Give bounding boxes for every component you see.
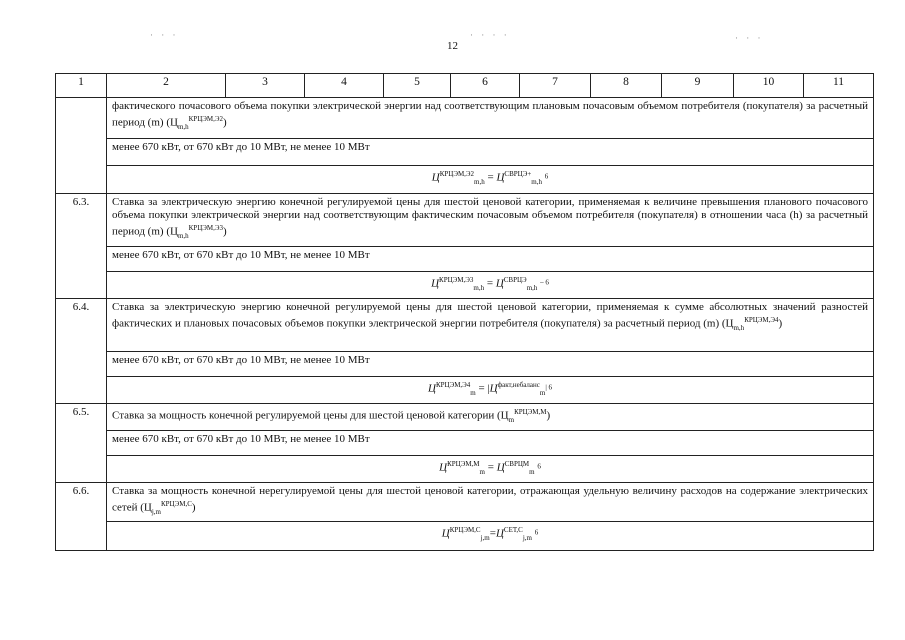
column-number: 1 <box>56 74 107 98</box>
table-row <box>56 483 874 522</box>
table-row <box>56 299 874 352</box>
table-row <box>56 404 874 431</box>
table-row <box>56 139 874 166</box>
column-number: 8 <box>591 74 662 98</box>
row-formula: $Ц^{КРЦЭМ,С}_{j,m}=Ц^{СЕТ,С}_{j,m}$ 6 <box>107 522 874 551</box>
table-row <box>56 272 874 299</box>
column-number: 7 <box>520 74 591 98</box>
scan-speck: · · · <box>150 30 179 40</box>
table-row <box>56 98 874 139</box>
column-number: 4 <box>305 74 384 98</box>
row-number: 6.6. <box>56 483 107 551</box>
row-description: Ставка за мощность конечной нерегулируемой цены для шестой ценовой категории, отражающая удельную величину расходов на содержание электрических сетей $(Ц_{j,m}^{КРЦЭМ,С})$ <box>107 483 874 522</box>
column-number: 2 <box>107 74 226 98</box>
table-row <box>56 247 874 272</box>
row-formula: $Ц^{КРЦЭМ,Э3}_{m,h} = Ц^{СВРЦЭ}_{m,h} - 6$ <box>107 272 874 299</box>
row-number <box>56 98 107 194</box>
row-formula: $Ц^{КРЦЭМ,Э4}_m = |Ц^{факт,небаланс}_m|$ 6 <box>107 377 874 404</box>
scan-speck: · · · · <box>470 30 510 40</box>
table-row <box>56 194 874 247</box>
column-numbers-row <box>56 74 874 98</box>
row-description: Ставка за мощность конечной регулируемой цены для шестой ценовой категории $(Ц_m^{КРЦЭМ,М})$ <box>107 404 874 431</box>
column-number: 9 <box>662 74 734 98</box>
row-formula: $Ц^{КРЦЭМ,Э2}_{m,h} = Ц^{СВРЦЭ+}_{m,h}$ 6 <box>107 166 874 194</box>
tariff-table <box>55 73 874 551</box>
row-condition: менее 670 кВт, от 670 кВт до 10 МВт, не менее 10 МВт <box>107 352 874 377</box>
table-row <box>56 431 874 456</box>
column-number: 3 <box>226 74 305 98</box>
column-number: 10 <box>734 74 804 98</box>
row-condition: менее 670 кВт, от 670 кВт до 10 МВт, не менее 10 МВт <box>107 431 874 456</box>
scan-speck: · · · <box>735 33 764 43</box>
row-description: Ставка за электрическую энергию конечной регулируемой цены для шестой ценовой категории, применяемая к сумме абсолютных значений разностей фактических и плановых почасовых объемов покупки электрической энергии потребителя (покупателя) за расчетный период (m) $(Ц_{m,h}^{КРЦЭМ,Э4})$ <box>107 299 874 352</box>
row-number: 6.4. <box>56 299 107 404</box>
column-number: 11 <box>804 74 874 98</box>
row-condition: менее 670 кВт, от 670 кВт до 10 МВт, не менее 10 МВт <box>107 139 874 166</box>
row-number: 6.3. <box>56 194 107 299</box>
table-row <box>56 352 874 377</box>
row-description: фактического почасового объема покупки электрической энергии над соответствующим плановым почасовым объемом потребителя (покупателя) за расчетный период (m) $(Ц_{m,h}^{КРЦЭМ,Э2})$ <box>107 98 874 139</box>
table-row <box>56 377 874 404</box>
table-row <box>56 456 874 483</box>
table-row <box>56 166 874 194</box>
page-number: 12 <box>447 40 458 52</box>
column-number: 6 <box>451 74 520 98</box>
row-description: Ставка за электрическую энергию конечной регулируемой цены для шестой ценовой категории, применяемая к величине превышения планового почасового объема покупки электрической энергии над соответствующим фактическим почасовым объемом потребителя (покупателя) в отношении часа (h) за расчетный период (m) $(Ц_{m,h}^{КРЦЭМ,Э3})$ <box>107 194 874 247</box>
table-row <box>56 522 874 551</box>
row-formula: $Ц^{КРЦЭМ,М}_m = Ц^{СВРЦМ}_m$ 6 <box>107 456 874 483</box>
row-number: 6.5. <box>56 404 107 483</box>
row-condition: менее 670 кВт, от 670 кВт до 10 МВт, не менее 10 МВт <box>107 247 874 272</box>
column-number: 5 <box>384 74 451 98</box>
